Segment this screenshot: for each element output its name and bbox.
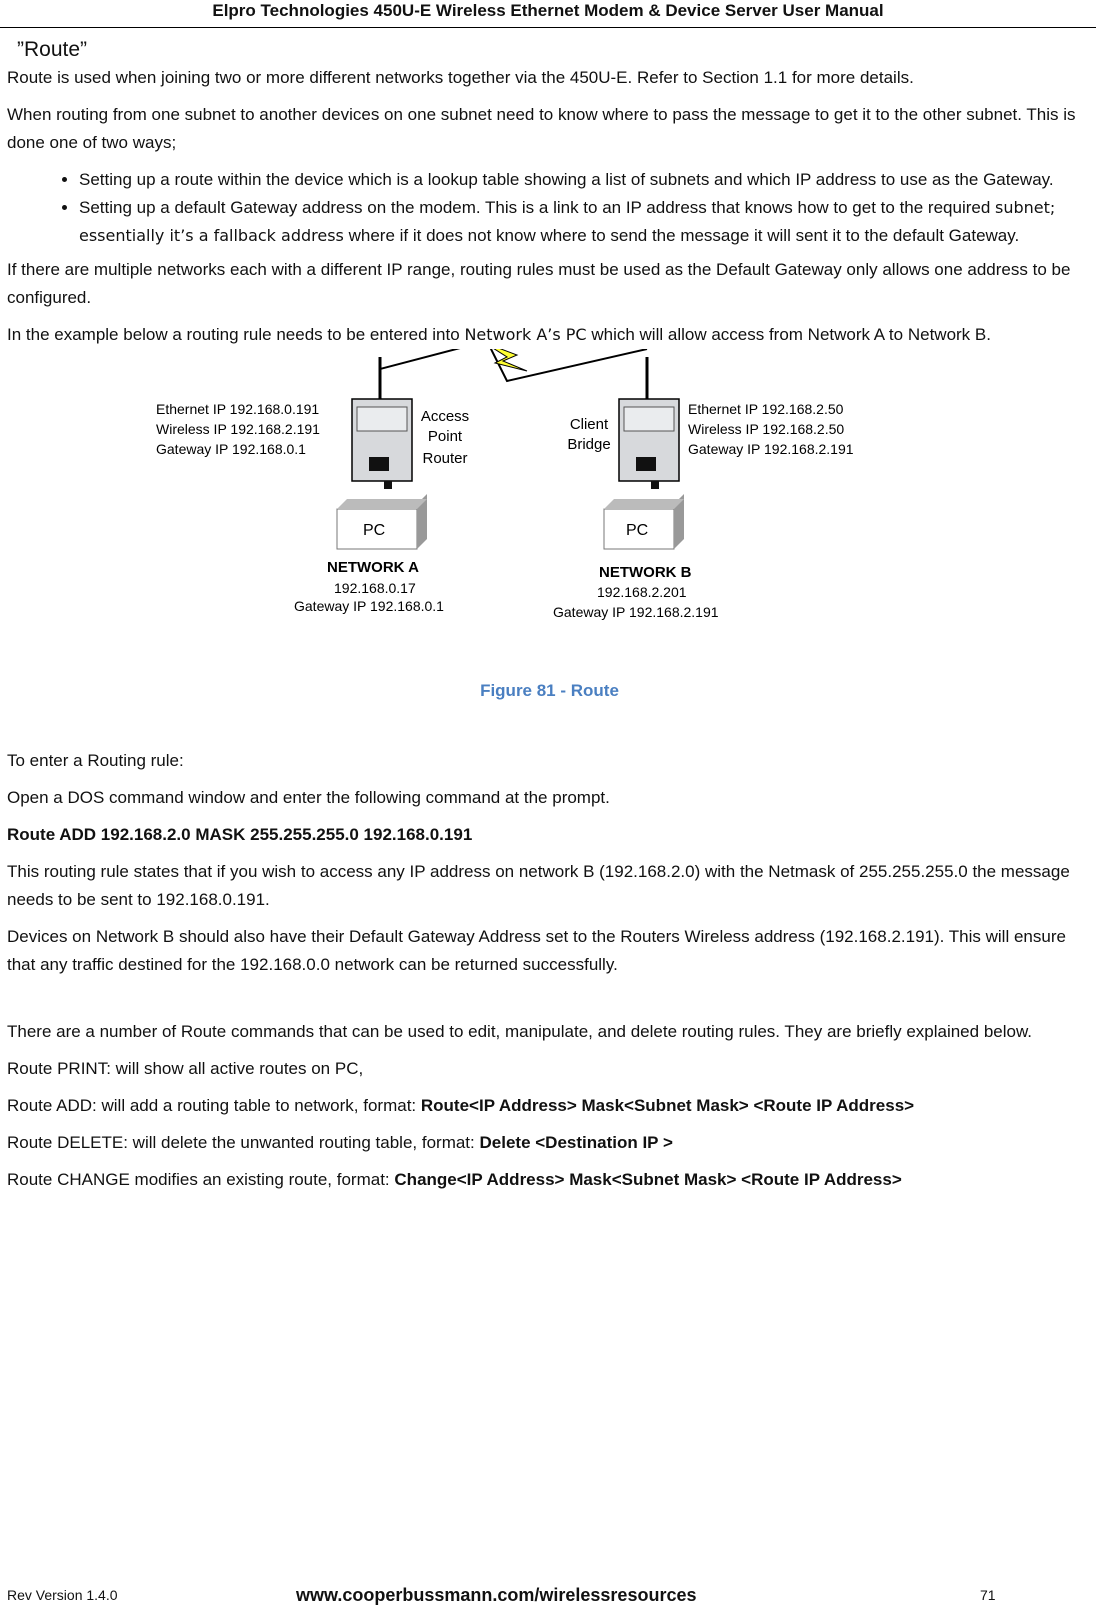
network-diagram-svg bbox=[7, 349, 1092, 639]
spacer bbox=[7, 988, 1092, 1018]
bullet-list bbox=[7, 166, 1092, 250]
paragraph: There are a number of Route commands that can be used to edit, manipulate, and delete routing rules. They are briefly explained below. bbox=[7, 1022, 1033, 1041]
left-gateway-ip: Gateway IP 192.168.0.1 bbox=[156, 441, 306, 457]
left-role-line: Router bbox=[422, 450, 468, 467]
paragraph: This routing rule states that if you wish to access any IP address on network B (192.168.2.0) with the Netmask of 255.255.255.0 the message needs to be sent to 192.168.0.191. bbox=[7, 862, 1070, 909]
paragraph: Devices on Network B should also have their Default Gateway Address set to the Routers Wireless address (192.168.2.191). This will ensure that any traffic destined for the 192.168.0.0 network can be returned successfully. bbox=[7, 927, 1066, 974]
left-wireless-ip: Wireless IP 192.168.2.191 bbox=[156, 421, 320, 437]
left-role-line: Access bbox=[420, 408, 470, 425]
right-role-line: Bridge bbox=[567, 436, 611, 453]
lightning-bolt-icon bbox=[485, 349, 527, 371]
manual-title: Elpro Technologies 450U-E Wireless Ethernet Modem & Device Server User Manual bbox=[212, 1, 884, 20]
paragraph: In the example below a routing rule needs to be entered into Network A’s PC which will allow access from Network A to Network B. bbox=[7, 325, 991, 344]
section-title: ”Route” bbox=[17, 38, 88, 61]
route-delete-format: Delete <Destination IP > bbox=[479, 1133, 673, 1152]
paragraph: Route ADD: will add a routing table to network, format: Route<IP Address> Mask<Subnet Mask> <Route IP Address> bbox=[7, 1096, 915, 1115]
paragraph: When routing from one subnet to another devices on one subnet need to know where to pass the message to get it to the other subnet. This is done one of two ways; bbox=[7, 105, 1076, 152]
left-pc-gateway: Gateway IP 192.168.0.1 bbox=[294, 598, 444, 614]
right-eth-ip: Ethernet IP 192.168.2.50 bbox=[688, 401, 844, 417]
figure-caption: Figure 81 - Route bbox=[480, 681, 619, 700]
paragraph: Route PRINT: will show all active routes on PC, bbox=[7, 1059, 364, 1078]
footer-url[interactable]: www.cooperbussmann.com/wirelessresources bbox=[296, 1585, 697, 1605]
paragraph: Route is used when joining two or more different networks together via the 450U-E. Refer to Section 1.1 for more details. bbox=[7, 68, 914, 87]
right-gateway-ip: Gateway IP 192.168.2.191 bbox=[688, 441, 854, 457]
left-eth-ip: Ethernet IP 192.168.0.191 bbox=[156, 401, 320, 417]
rev-version: Rev Version 1.4.0 bbox=[7, 1587, 118, 1603]
paragraph: Open a DOS command window and enter the following command at the prompt. bbox=[7, 788, 610, 807]
right-wireless-ip: Wireless IP 192.168.2.50 bbox=[688, 421, 845, 437]
right-role-line: Client bbox=[569, 416, 609, 433]
left-pc-label: PC bbox=[363, 522, 386, 539]
right-pc-label: PC bbox=[626, 522, 649, 539]
modem-icon bbox=[619, 399, 679, 489]
modem-icon bbox=[352, 399, 412, 489]
network-a-label: NETWORK A bbox=[327, 559, 419, 576]
paragraph: Route CHANGE modifies an existing route, format: Change<IP Address> Mask<Subnet Mask> <Route IP Address> bbox=[7, 1170, 902, 1189]
route-diagram bbox=[7, 349, 1092, 679]
list-item: • Setting up a route within the device which is a lookup table showing a list of subnets and which IP address to use as the Gateway. bbox=[79, 166, 1092, 194]
page-footer bbox=[0, 1583, 1096, 1607]
paragraph: If there are multiple networks each with a different IP range, routing rules must be used as the Default Gateway only allows one address to be configured. bbox=[7, 260, 1071, 307]
page-number: 71 bbox=[980, 1587, 996, 1603]
right-pc-gateway: Gateway IP 192.168.2.191 bbox=[553, 604, 719, 620]
page-header bbox=[0, 0, 1096, 28]
left-role-line: Point bbox=[427, 428, 463, 445]
network-b-label: NETWORK B bbox=[599, 564, 692, 581]
left-pc-ip: 192.168.0.17 bbox=[334, 580, 416, 596]
paragraph: To enter a Routing rule: bbox=[7, 751, 184, 770]
route-change-format: Change<IP Address> Mask<Subnet Mask> <Route IP Address> bbox=[394, 1170, 902, 1189]
route-command: Route ADD 192.168.2.0 MASK 255.255.255.0 192.168.0.191 bbox=[7, 825, 473, 844]
right-pc-ip: 192.168.2.201 bbox=[597, 584, 687, 600]
route-add-format: Route<IP Address> Mask<Subnet Mask> <Route IP Address> bbox=[420, 1096, 915, 1115]
list-item: • Setting up a default Gateway address on the modem. This is a link to an IP address that knows how to get to the required subnet; essentially it’s a fallback address where if it does not know where to send the message it will sent it to the default Gateway. bbox=[79, 194, 1092, 250]
paragraph: Route DELETE: will delete the unwanted routing table, format: Delete <Destination IP > bbox=[7, 1133, 673, 1152]
page-content bbox=[7, 36, 1092, 1203]
